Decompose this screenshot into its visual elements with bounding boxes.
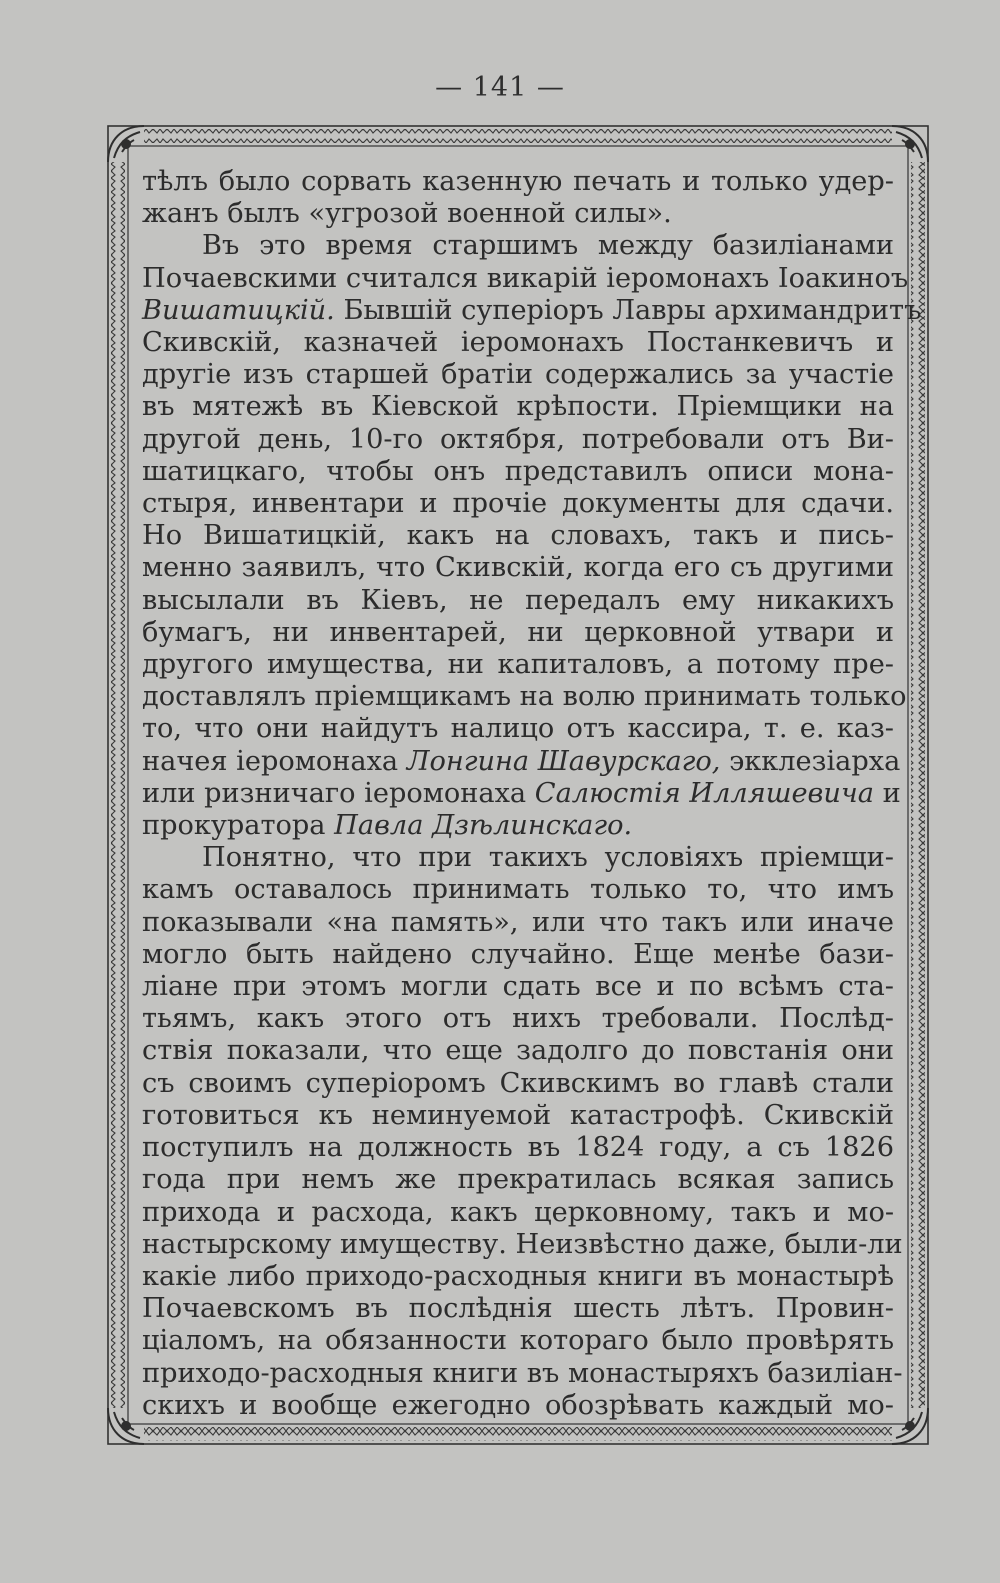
italic-name: Салюстія Илляшевича [534,777,875,809]
text-run: экклезіарха [720,745,901,777]
text-line [142,488,894,520]
text-line [142,552,894,584]
text-line [142,1325,894,1357]
text-line [142,1228,903,1261]
text-run: прокуратора [142,810,335,842]
text-line [142,810,894,842]
text-line [142,424,894,456]
text-line [142,1197,894,1229]
text-line [142,198,894,230]
text-run: другой день, 10-го октября, потребовали отъ Ви- [142,423,894,455]
text-run: тѣлъ было сорвать казенную печать и только удер- [142,166,894,197]
text-run: ліане при этомъ могли сдать все и по всѣмъ ста- [142,971,894,1003]
text-line [142,777,901,810]
text-line [142,713,894,745]
text-run: начея іеромонаха [142,745,407,777]
text-line [142,681,907,713]
text-line [142,874,894,906]
ornamental-border [104,122,932,1448]
text-run: скихъ и вообще ежегодно обозрѣвать каждый мо- [142,1389,894,1421]
text-line [142,391,894,423]
text-run: Въ это время старшимъ между базиліанами [202,230,894,262]
text-line [142,1003,894,1035]
text-line [142,649,894,681]
text-run: другого имущества, ни капиталовъ, а потому пре- [142,649,894,681]
text-run: шатицкаго, чтобы онъ представилъ описи мона- [142,455,894,487]
text-line [142,166,894,198]
italic-name: Вишатицкій. [142,294,335,326]
text-run: тьямъ, какъ этого отъ нихъ требовали. Послѣд- [142,1003,894,1035]
text-line [142,294,922,327]
text-run: въ мятежѣ въ Кіевской крѣпости. Пріемщики на [142,391,894,423]
text-line [142,617,894,649]
text-line [142,842,894,874]
text-run: ствія показали, что еще задолго до повстанія они [142,1035,894,1067]
text-run: готовиться къ неминуемой катастрофѣ. Скивскій [142,1099,894,1131]
text-line [142,1035,894,1067]
text-run: показывали «на память», или что такъ или иначе [142,906,894,938]
text-line [142,1261,894,1293]
text-run: Скивскій, казначей іеромонахъ Постанкевичъ и [142,327,894,359]
text-run: года при немъ же прекратилась всякая запись [142,1164,894,1196]
text-run: стыря, инвентари и прочіе документы для сдачи. [142,488,894,520]
text-line [142,585,894,617]
text-run: доставлялъ пріемщикамъ на волю принимать только [142,681,907,713]
text-run: съ своимъ суперіоромъ Скивскимъ во главѣ стали [142,1067,894,1099]
text-line [142,456,894,488]
text-run: настырскому имуществу. Неизвѣстно даже, были-ли [142,1228,903,1260]
text-line [142,1068,894,1100]
text-line [142,1100,894,1132]
text-run: поступилъ на должность въ 1824 году, а съ 1826 [142,1132,894,1164]
text-line [142,1357,903,1390]
text-line [142,939,894,971]
text-run: Понятно, что при такихъ условіяхъ пріемщи- [202,842,894,874]
text-line [142,745,901,778]
text-run: ціаломъ, на обязанности котораго было провѣрять [142,1325,894,1357]
text-line [142,262,909,295]
italic-name: Лонгина Шавурскаго, [406,745,721,777]
text-run: Бывшій суперіоръ Лавры архимандритъ [334,294,922,326]
text-run: Почаевскомъ въ послѣднія шесть лѣтъ. Провин- [142,1293,894,1325]
text-run: другіе изъ старшей братіи содержались за участіе [142,359,894,391]
text-line [142,1390,894,1422]
text-run: могло быть найдено случайно. Еще менѣе бази- [142,938,894,970]
text-line [142,907,894,939]
body-text [142,166,922,1422]
text-run: камъ оставалось принимать только то, что имъ [142,874,894,906]
text-run: то, что они найдутъ налицо отъ кассира, т. е. каз- [142,713,894,745]
text-run: какіе либо приходо-расходныя книги въ монастырѣ [142,1260,894,1292]
text-line [142,1164,894,1196]
text-line [142,359,894,391]
text-run: Но Вишатицкій, какъ на словахъ, такъ и пись- [142,520,894,552]
page-number: — 141 — [435,72,565,103]
text-line [142,971,894,1003]
text-line [142,520,894,552]
text-run: менно заявилъ, что Скивскій, когда его съ другими [142,552,894,584]
text-line [142,327,894,359]
italic-name: Павла Дзѣлинскаго. [334,810,633,842]
text-run: приходо-расходныя книги въ монастыряхъ базиліан- [142,1357,903,1389]
text-run: бумагъ, ни инвентарей, ни церковной утвари и [142,616,894,648]
text-run: или ризничаго іеромонаха [142,777,535,809]
text-line [142,1132,894,1164]
text-run: высылали въ Кіевъ, не передалъ ему никакихъ [142,584,894,616]
text-run: Почаевскими считался викарій іеромонахъ Іоакиноъ [142,262,909,294]
text-line [142,230,894,262]
text-line [142,1293,894,1325]
text-run: прихода и расхода, какъ церковному, такъ и мо- [142,1196,894,1228]
text-run: и [874,777,901,809]
text-run: жанъ былъ «угрозой военной силы». [142,198,672,230]
